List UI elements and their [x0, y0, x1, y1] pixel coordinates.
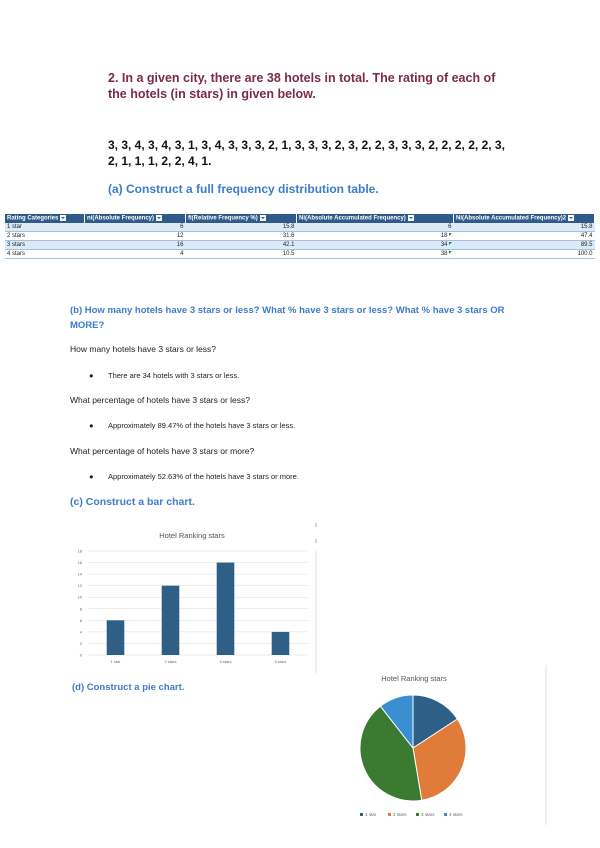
chart-title: Hotel Ranking stars	[381, 674, 447, 683]
legend-label: 2 stars	[393, 812, 407, 817]
x-tick-label: 1 star	[110, 659, 121, 664]
header-cell[interactable]: fi(Relative Frequency %)	[186, 214, 297, 223]
question-2: What percentage of hotels have 3 stars or less?	[70, 395, 251, 405]
x-tick-label: 3 stars	[219, 659, 232, 664]
table-cell[interactable]: 38	[297, 250, 454, 259]
y-tick-label: 8	[79, 606, 82, 612]
legend-swatch	[444, 813, 447, 816]
answer-3: ● Approximately 52.63% of the hotels have 3 stars or more.	[92, 472, 299, 481]
part-b-heading: (b) How many hotels have 3 stars or less? What % have 3 stars or less? What % have 3 stars OR MORE?	[70, 305, 505, 331]
filter-dropdown-icon[interactable]	[60, 215, 66, 221]
table-cell[interactable]: 4	[85, 250, 186, 259]
table-cell[interactable]: 1 star	[5, 223, 85, 232]
legend-swatch	[388, 813, 391, 816]
filter-dropdown-icon[interactable]	[260, 215, 266, 221]
error-indicator-icon	[449, 242, 452, 245]
table-cell[interactable]: 15.8	[186, 223, 297, 232]
header-cell[interactable]: Ni(Absolute Accumulated Frequency)2	[454, 214, 595, 223]
question-data: 3, 3, 4, 3, 4, 3, 1, 3, 4, 3, 3, 3, 2, 1, 3, 3, 3, 2, 3, 2, 2, 3, 3, 3, 2, 2, 2, 2, 2, 3, 2, 1, 1, 1, 2, 2, 4, 1.	[108, 138, 505, 168]
part-d-heading: (d) Construct a pie chart.	[72, 682, 185, 693]
table-row	[5, 232, 595, 241]
y-tick-label: 6	[79, 617, 82, 623]
table-row	[5, 241, 595, 250]
y-tick-label: 2	[79, 640, 82, 646]
legend-swatch	[416, 813, 419, 816]
x-tick-label: 2 stars	[164, 659, 177, 664]
part-a-heading: (a) Construct a full frequency distribution table.	[108, 182, 379, 196]
part-c-heading: (c) Construct a bar chart.	[70, 496, 195, 508]
table-header-row	[5, 214, 595, 223]
bar[interactable]	[162, 586, 180, 655]
table-cell[interactable]: 31.6	[186, 232, 297, 241]
y-tick-label: 4	[79, 629, 82, 635]
table-cell[interactable]: 18	[297, 232, 454, 241]
bar[interactable]	[107, 620, 125, 655]
filter-dropdown-icon[interactable]	[156, 215, 162, 221]
legend-swatch	[360, 813, 363, 816]
bar[interactable]	[272, 632, 290, 655]
header-cell[interactable]: ni(Absolute Frequency)	[85, 214, 186, 223]
table-cell[interactable]: 15.8	[454, 223, 595, 232]
legend-label: 4 stars	[449, 812, 463, 817]
question-title: 2. In a given city, there are 38 hotels in total. The rating of each of the hotels (in stars) in given below.	[108, 71, 496, 101]
legend-label: 1 star	[365, 812, 377, 817]
table-cell[interactable]: 34	[297, 241, 454, 250]
header-cell[interactable]: Rating Categories	[5, 214, 85, 223]
table-cell[interactable]: 16	[85, 241, 186, 250]
chart-title: Hotel Ranking stars	[159, 531, 225, 540]
table-cell[interactable]: 4 stars	[5, 250, 85, 259]
table-cell[interactable]: 47.4	[454, 232, 595, 241]
x-tick-label: 4 stars	[274, 659, 287, 664]
table-cell[interactable]: 42.1	[186, 241, 297, 250]
error-indicator-icon	[449, 233, 452, 236]
header-cell[interactable]: Ni(Absolute Accumulated Frequency)	[297, 214, 454, 223]
table-cell[interactable]: 10.5	[186, 250, 297, 259]
table-cell[interactable]: 100.0	[454, 250, 595, 259]
table-cell[interactable]: 2 stars	[5, 232, 85, 241]
question-1: How many hotels have 3 stars or less?	[70, 344, 216, 354]
error-indicator-icon	[449, 251, 452, 254]
table-cell[interactable]: 12	[85, 232, 186, 241]
y-tick-label: 10	[77, 594, 82, 600]
y-tick-label: 0	[79, 652, 82, 658]
legend-label: 3 stars	[421, 812, 435, 817]
bar-chart[interactable]	[70, 523, 320, 673]
frequency-table	[5, 214, 595, 259]
filter-dropdown-icon[interactable]	[408, 215, 414, 221]
table-cell[interactable]: 6	[85, 223, 186, 232]
table-cell[interactable]: 6	[297, 223, 454, 232]
answer-2: ● Approximately 89.47% of the hotels have 3 stars or less.	[92, 421, 295, 430]
y-tick-label: 16	[77, 560, 82, 566]
answer-1: ● There are 34 hotels with 3 stars or less.	[92, 371, 239, 380]
pie-chart[interactable]	[340, 665, 550, 825]
bar[interactable]	[217, 563, 235, 655]
table-cell[interactable]: 89.5	[454, 241, 595, 250]
question-3: What percentage of hotels have 3 stars or more?	[70, 446, 255, 456]
y-tick-label: 14	[77, 571, 82, 577]
y-tick-label: 18	[77, 548, 82, 554]
y-tick-label: 12	[77, 583, 82, 589]
table-row	[5, 250, 595, 259]
table-cell[interactable]: 3 stars	[5, 241, 85, 250]
table-row	[5, 223, 595, 232]
filter-dropdown-icon[interactable]	[568, 215, 574, 221]
